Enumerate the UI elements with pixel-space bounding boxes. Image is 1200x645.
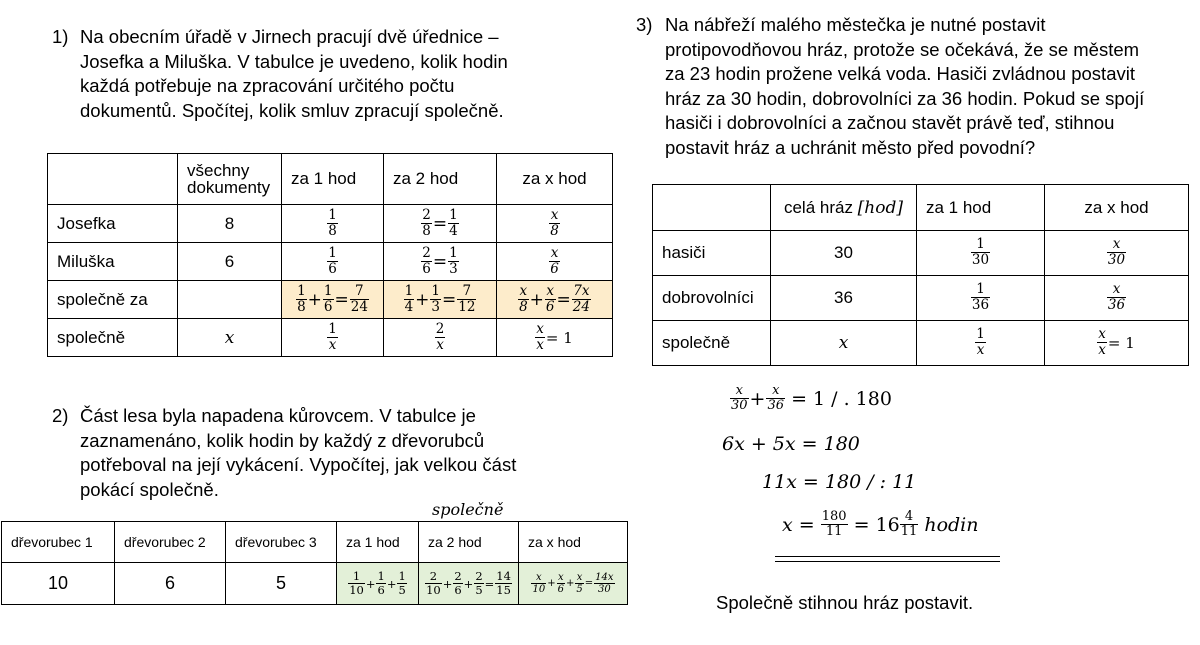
- problem-1-table: všechny dokumenty za 1 hod za 2 hod za x hod Josefka 8 $\frac{1}{8}$ $\frac{2}{8}$ = $\frac{1}{4}$ $\frac{x}{8}$ Miluška 6 $\frac{1}{6}$ $\frac{2}{6}$ = $\frac{1}{3}$ $\frac{x}{6}$ společně za $\frac{1}{8}$ + $\frac{1}{6}$ = $\frac{7}{24}$ $\frac{1}{4}$ + $\frac{1}{3}$ = $\frac{7}{12}$ $\frac{x}{8}$ + $\frac{x}{6}$ = $\frac{7x}{24}$ společně x $\frac{1}{x}$ $\frac{2}{x}$ $\frac{x}{x}$ = 1: [47, 153, 613, 357]
- header-woodcutter-1: dřevorubec 1: [2, 522, 115, 563]
- problem-3-line: postavit hráz a uchránit město před povodní?: [665, 136, 1036, 158]
- problem-2-table: [1, 521, 628, 605]
- header-woodcutter-2: dřevorubec 2: [115, 522, 226, 563]
- row-label-volunteers: dobrovolníci: [653, 276, 771, 321]
- problem-2-line: zaznamenáno, kolik hodin by každý z dřevorubců: [80, 429, 485, 451]
- table-header-per-xh: za x hod: [497, 154, 613, 205]
- problem-2-line: Část lesa byla napadena kůrovcem. V tabulce je: [80, 405, 476, 426]
- problem-2-text: [52, 404, 600, 502]
- header-per-xh: za x hod: [519, 522, 628, 563]
- together-caption: společně: [432, 500, 504, 519]
- sum-2h-cell: $\frac{2}{10}$ + $\frac{2}{6}$ + $\frac{2}{5}$ = $\frac{14}{15}$: [419, 563, 519, 605]
- problem-3-line: za 23 hodin prožene velká voda. Hasiči zvládnou postavit: [665, 63, 1135, 84]
- sum-2h-cell: $\frac{1}{4}$ + $\frac{1}{3}$ = $\frac{7}{12}$: [384, 281, 497, 319]
- row-label-together-for: společně za: [48, 281, 178, 319]
- woodcutter-2-hours: 6: [115, 563, 226, 605]
- table-header-per-2h: za 2 hod: [384, 154, 497, 205]
- header-per-1h: za 1 hod: [337, 522, 419, 563]
- problem-1-text: [52, 25, 600, 123]
- equation-2: 6x + 5x = 180: [722, 433, 860, 455]
- problem-3-table: celá hráz [hod] za 1 hod za x hod hasiči 30 $\frac{1}{30}$ $\frac{x}{30}$ dobrovolníci 36 $\frac{1}{36}$ $\frac{x}{36}$ společně x $\frac{1}{x}$ $\frac{x}{x}$ = 1: [652, 184, 1189, 366]
- problem-3-line: Na nábřeží malého městečka je nutné postavit: [665, 14, 1046, 35]
- problem-3-line: hasiči i dobrovolníci a začnou stavět právě teď, stihnou: [665, 112, 1115, 133]
- together-hours: x: [178, 319, 282, 357]
- miluska-hours: 6: [178, 243, 282, 281]
- problem-1-line: Josefka a Miluška. V tabulce je uvedeno, kolik hodin: [80, 50, 508, 72]
- header-whole-dam: celá hráz [hod]: [771, 185, 917, 231]
- problem-2-line: potřeboval na její vykácení. Vypočítej, jak velkou část: [80, 454, 517, 475]
- table-header-empty: [653, 185, 771, 231]
- row-label-josefka: Josefka: [48, 205, 178, 243]
- header-woodcutter-3: dřevorubec 3: [226, 522, 337, 563]
- woodcutter-1-hours: 10: [2, 563, 115, 605]
- problem-3-number: 3): [636, 14, 653, 35]
- problem-2-line: pokácí společně.: [80, 478, 219, 500]
- problem-3-text: [636, 13, 1186, 160]
- josefka-hours: 8: [178, 205, 282, 243]
- woodcutter-3-hours: 5: [226, 563, 337, 605]
- conclusion-text: Společně stihnou hráz postavit.: [716, 592, 974, 613]
- fraction: $\frac{1}{8}$: [328, 206, 337, 239]
- equation-4: x = $\frac{180}{11}$ = 16 $\frac{4}{11}$ hodin: [782, 509, 979, 540]
- problem-2-number: 2): [52, 405, 69, 426]
- header-per-2h: za 2 hod: [419, 522, 519, 563]
- table-header-per-1h: za 1 hod: [282, 154, 384, 205]
- problem-1-number: 1): [52, 26, 69, 47]
- row-label-firefighters: hasiči: [653, 231, 771, 276]
- equation-3: 11x = 180 / : 11: [762, 471, 917, 493]
- problem-3-line: hráz za 30 hodin, dobrovolníci za 36 hodin. Pokud se spojí: [665, 87, 1145, 109]
- row-label-miluska: Miluška: [48, 243, 178, 281]
- together-hours: x: [771, 321, 917, 366]
- result-double-underline: [775, 556, 1000, 562]
- header-per-1h: za 1 hod: [917, 185, 1045, 231]
- equation-1: $\frac{x}{30}$ + $\frac{x}{36}$ = 1 / . 180: [731, 383, 892, 414]
- sum-1h-cell: $\frac{1}{10}$ + $\frac{1}{6}$ + $\frac{1}{5}$: [337, 563, 419, 605]
- table-header-all-documents: všechny dokumenty: [178, 154, 282, 205]
- volunteers-hours: 36: [771, 276, 917, 321]
- problem-1-line: dokumentů. Spočítej, kolik smluv zpracují společně.: [80, 99, 504, 121]
- row-label-together: společně: [653, 321, 771, 366]
- table-header-empty: [48, 154, 178, 205]
- problem-1-line: každá potřebuje na zpracování určitého počtu: [80, 75, 455, 96]
- firefighters-hours: 30: [771, 231, 917, 276]
- problem-1-line: Na obecním úřadě v Jirnech pracují dvě úřednice –: [80, 26, 499, 47]
- sum-xh-cell: $\frac{x}{10}$ + $\frac{x}{6}$ + $\frac{x}{5}$ = $\frac{14x}{30}$: [519, 563, 628, 605]
- problem-3-line: protipovodňovou hráz, protože se očekává, že se městem: [665, 38, 1140, 60]
- sum-xh-cell: $\frac{x}{8}$ + $\frac{x}{6}$ = $\frac{7x}{24}$: [497, 281, 613, 319]
- header-per-xh: za x hod: [1045, 185, 1189, 231]
- sum-1h-cell: $\frac{1}{8}$ + $\frac{1}{6}$ = $\frac{7}{24}$: [282, 281, 384, 319]
- row-label-together: společně: [48, 319, 178, 357]
